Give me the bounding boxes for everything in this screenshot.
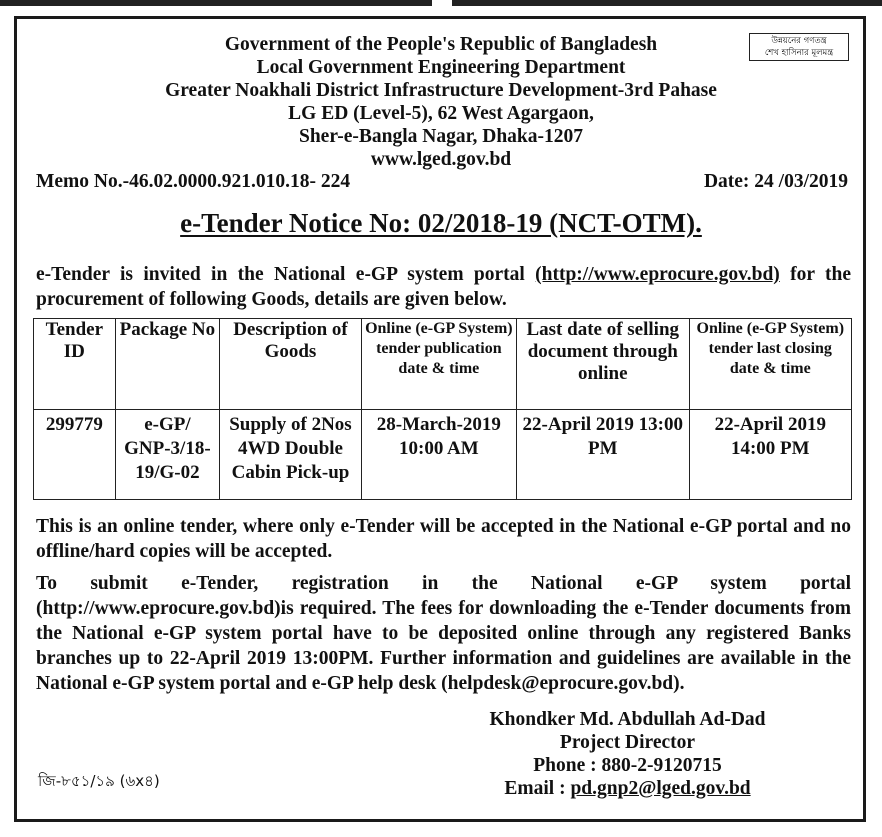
header-address-2: Sher-e-Bangla Nagar, Dhaka-1207 xyxy=(298,126,584,147)
header-project: Greater Noakhali District Infrastructure Development-3rd Pahase xyxy=(165,80,717,101)
notice-title: e-Tender Notice No: 02/2018-19 (NCT-OTM). xyxy=(180,208,702,238)
intro-text-2: for the procurement of following Goods, details are given below. xyxy=(36,264,852,310)
col-selling-last-date: Last date of selling document through online xyxy=(516,319,689,410)
signatory-name: Khondker Md. Abdullah Ad-Dad xyxy=(489,709,766,730)
cell-selling-last-date: 22-April 2019 13:00 PM xyxy=(516,410,689,500)
submission-paragraph: To submit e-Tender, registration in the National e-GP system portal (http://www.eprocure.gov.bd)is required. The fees for downloading the e-Tender documents from the National e-GP system portal have to be deposited online through any registered Banks branches up to 22-April 2019 13:00PM. Further information and guidelines are available in the National e-GP system portal and e-GP help desk (helpdesk@eprocure.gov.bd). xyxy=(36,573,851,694)
col-publication-date: Online (e-GP System) tender publication date & time xyxy=(361,319,516,410)
tender-table xyxy=(33,318,852,500)
signatory-email-line xyxy=(470,777,785,800)
online-tender-paragraph: This is an online tender, where only e-Tender will be accepted in the National e-GP portal and no offline/hard copies will be accepted. xyxy=(36,516,851,562)
cell-description: Supply of 2Nos 4WD Double Cabin Pick-up xyxy=(220,410,362,500)
header-government: Government of the People's Republic of Bangladesh xyxy=(224,34,658,55)
intro-paragraph xyxy=(36,262,851,312)
col-tender-id: Tender ID xyxy=(34,319,116,410)
intro-text-1: e-Tender is invited in the National e-GP system portal xyxy=(36,264,525,285)
cell-package-no: e-GP/ GNP-3/18-19/G-02 xyxy=(115,410,219,500)
top-rule-right xyxy=(452,0,882,6)
email-label: Email : xyxy=(504,778,566,799)
email-link[interactable]: pd.gnp2@lged.gov.bd xyxy=(570,778,751,799)
slogan-box xyxy=(749,33,849,61)
footer-code: জি-৮৫১/১৯ (৬x৪) xyxy=(38,772,160,790)
header-department: Local Government Engineering Department xyxy=(256,57,626,78)
signatory-phone: Phone : 880-2-9120715 xyxy=(533,755,722,776)
top-rule-left xyxy=(0,0,432,6)
memo-number: Memo No.-46.02.0000.921.010.18- 224 xyxy=(36,171,351,192)
cell-tender-id: 299779 xyxy=(34,410,116,500)
slogan-line-2: শেখ হাসিনার মূলমন্ত্র xyxy=(764,48,834,58)
slogan-line-1: উন্নয়নের গণতন্ত্র xyxy=(771,36,827,46)
col-package-no: Package No xyxy=(115,319,219,410)
header-website: www.lged.gov.bd xyxy=(370,149,512,170)
header-address-1: LG ED (Level-5), 62 West Agargaon, xyxy=(288,103,594,124)
col-closing-date: Online (e-GP System) tender last closing date & time xyxy=(689,319,851,410)
cell-closing-date: 22-April 2019 14:00 PM xyxy=(689,410,851,500)
notice-date: Date: 24 /03/2019 xyxy=(703,171,848,192)
signatory-title: Project Director xyxy=(559,732,696,753)
portal-link[interactable]: (http://www.eprocure.gov.bd) xyxy=(535,264,780,285)
table-row xyxy=(34,410,852,500)
cell-publication-date: 28-March-2019 10:00 AM xyxy=(361,410,516,500)
col-description: Description of Goods xyxy=(220,319,362,410)
table-header-row xyxy=(34,319,852,410)
